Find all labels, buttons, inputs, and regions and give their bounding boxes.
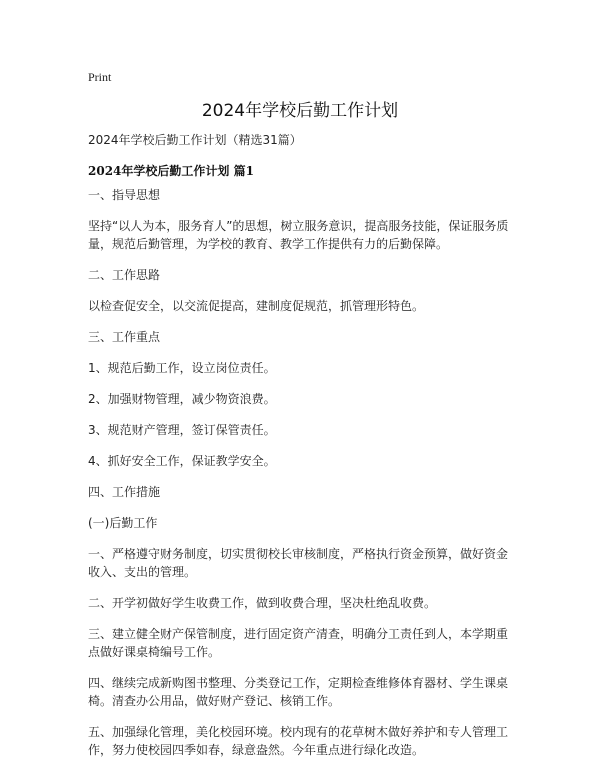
document-body [88,186,518,772]
list-item: 2、加强财物管理，减少物资浪费。 [88,392,276,406]
paragraph-work-approach: 以检查促安全，以交流促提高，建制度促规范，抓管理形特色。 [88,299,425,313]
section-heading: 2024年学校后勤工作计划 篇1 [88,164,254,178]
list-item: 4、抓好安全工作，保证教学安全。 [88,454,276,468]
measure-paragraph: 四、继续完成新购图书整理、分类登记工作，定期检查维修体育器材、学生课桌椅。清查办公用品，做好财产登记、核销工作。 [88,676,509,708]
measure-paragraph: 二、开学初做好学生收费工作，做到收费合理，坚决杜绝乱收费。 [88,596,437,610]
print-label[interactable]: Print [88,70,112,84]
list-item: 1、规范后勤工作，设立岗位责任。 [88,361,276,375]
list-item: 3、规范财产管理，签订保管责任。 [88,423,276,437]
subheading-logistics: (一)后勤工作 [88,516,158,530]
heading-work-approach: 二、工作思路 [88,268,161,282]
document-subtitle: 2024年学校后勤工作计划（精选31篇） [88,133,302,147]
heading-guiding-ideology: 一、指导思想 [88,188,161,202]
measure-paragraph: 五、加强绿化管理，美化校园环境。校内现有的花草树木做好养护和专人管理工作，努力使校园四季如春，绿意盎然。今年重点进行绿化改造。 [88,725,509,757]
heading-work-measures: 四、工作措施 [88,485,161,499]
measure-paragraph: 一、严格遵守财务制度，切实贯彻校长审核制度，严格执行资金预算，做好资金收入、支出的管理。 [88,547,509,579]
page-title: 2024年学校后勤工作计划 [201,101,399,121]
measure-paragraph: 三、建立健全财产保管制度，进行固定资产清查，明确分工责任到人，本学期重点做好课桌椅编号工作。 [88,627,509,659]
paragraph-guiding-ideology: 坚持“以人为本，服务育人”的思想，树立服务意识，提高服务技能，保证服务质量，规范后勤管理，为学校的教育、教学工作提供有力的后勤保障。 [88,219,509,251]
heading-work-focus: 三、工作重点 [88,330,161,344]
